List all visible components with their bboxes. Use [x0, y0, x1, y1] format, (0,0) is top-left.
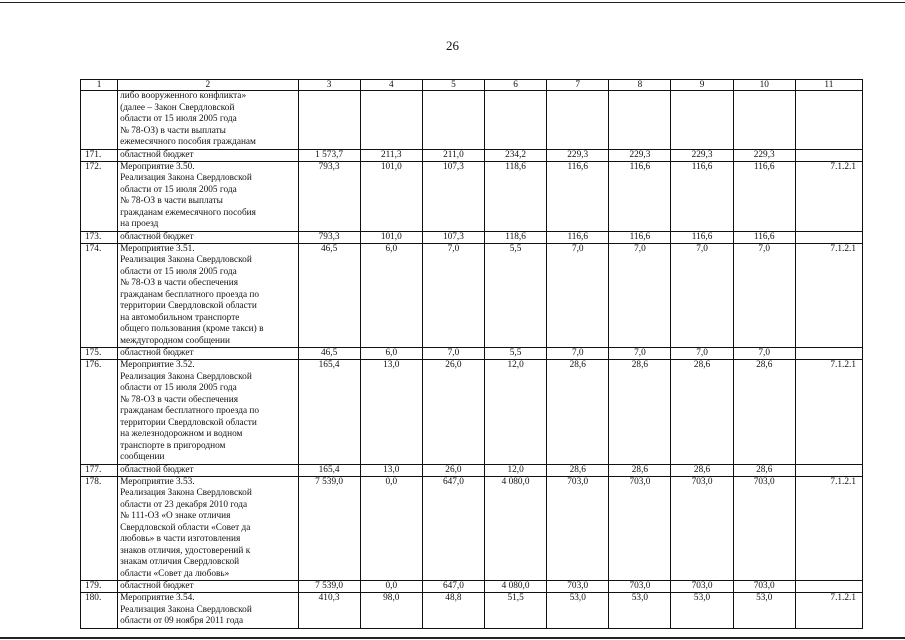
table-cell: 98,0: [360, 593, 422, 629]
table-cell: 229,3: [609, 149, 671, 161]
table-cell: 703,0: [547, 581, 609, 593]
table-cell: 703,0: [671, 476, 733, 581]
table-cell: 7,0: [671, 348, 733, 360]
column-header: 6: [485, 80, 547, 91]
table-cell: 7,0: [733, 348, 795, 360]
table-cell: 7,0: [547, 243, 609, 348]
table-cell: 175.: [81, 348, 118, 360]
table-cell: 6,0: [360, 348, 422, 360]
top-rule: [0, 2, 905, 3]
table-cell: 46,5: [298, 243, 360, 348]
table-cell: 118,6: [485, 231, 547, 243]
table-cell: 28,6: [733, 360, 795, 465]
table-cell: [422, 91, 484, 150]
table-cell: 6,0: [360, 243, 422, 348]
table-cell: 116,6: [733, 231, 795, 243]
table-cell: [795, 91, 862, 150]
bottom-rule: [0, 637, 905, 639]
table-cell: 4 080,0: [485, 476, 547, 581]
table-cell: областной бюджет: [118, 231, 298, 243]
table-cell: 5,5: [485, 243, 547, 348]
table-cell: 116,6: [671, 231, 733, 243]
table-cell: 7.1.2.1: [795, 243, 862, 348]
table-cell: 116,6: [609, 161, 671, 231]
table-cell: 173.: [81, 231, 118, 243]
column-header: 2: [118, 80, 298, 91]
table-cell: 101,0: [360, 231, 422, 243]
table-cell: 12,0: [485, 464, 547, 476]
table-cell: Мероприятие 3.53. Реализация Закона Свердловской области от 23 декабря 2010 года № 111-ОЗ «О знаке отличия Свердловской области «Совет да любовь» в части изготовления знаков отличия, удостоверений к знакам отличия Свердловской области «Совет да любовь»: [118, 476, 298, 581]
budget-table: [80, 79, 863, 629]
table-cell: 28,6: [671, 464, 733, 476]
table-cell: 5,5: [485, 348, 547, 360]
table-cell: 7,0: [609, 348, 671, 360]
table-cell: 703,0: [733, 581, 795, 593]
table-cell: 116,6: [671, 161, 733, 231]
table-cell: 53,0: [609, 593, 671, 629]
table-cell: 793,3: [298, 161, 360, 231]
table-cell: [733, 91, 795, 150]
table-cell: областной бюджет: [118, 581, 298, 593]
table-cell: 7 539,0: [298, 581, 360, 593]
table-cell: 13,0: [360, 464, 422, 476]
table-cell: 7.1.2.1: [795, 360, 862, 465]
table-cell: 176.: [81, 360, 118, 465]
table-cell: 53,0: [547, 593, 609, 629]
table-cell: 48,8: [422, 593, 484, 629]
table-cell: 647,0: [422, 581, 484, 593]
table-cell: 7.1.2.1: [795, 476, 862, 581]
table-cell: 0,0: [360, 581, 422, 593]
table-cell: 28,6: [733, 464, 795, 476]
table-cell: [81, 91, 118, 150]
table-cell: 26,0: [422, 360, 484, 465]
table-cell: 0,0: [360, 476, 422, 581]
table-cell: [795, 348, 862, 360]
table-cell: 7.1.2.1: [795, 593, 862, 629]
table-cell: 178.: [81, 476, 118, 581]
table-cell: 28,6: [671, 360, 733, 465]
table-row: [81, 360, 863, 465]
table-cell: 179.: [81, 581, 118, 593]
table-cell: 4 080,0: [485, 581, 547, 593]
table-cell: 101,0: [360, 161, 422, 231]
table-cell: 107,3: [422, 231, 484, 243]
table-cell: [795, 149, 862, 161]
table-cell: 703,0: [733, 476, 795, 581]
column-header: 11: [795, 80, 862, 91]
table-row: [81, 476, 863, 581]
table-cell: 165,4: [298, 464, 360, 476]
table-cell: 703,0: [609, 476, 671, 581]
table-cell: Мероприятие 3.54. Реализация Закона Свердловской области от 09 ноября 2011 года: [118, 593, 298, 629]
column-header: 3: [298, 80, 360, 91]
table-row: [81, 161, 863, 231]
table-row: [81, 593, 863, 629]
table-cell: 28,6: [609, 360, 671, 465]
table-cell: 180.: [81, 593, 118, 629]
table-cell: [485, 91, 547, 150]
table-cell: 703,0: [547, 476, 609, 581]
table-row: [81, 231, 863, 243]
table-cell: [795, 581, 862, 593]
table-cell: 234,2: [485, 149, 547, 161]
table-cell: 793,3: [298, 231, 360, 243]
table-cell: областной бюджет: [118, 149, 298, 161]
table-row: [81, 243, 863, 348]
table-cell: областной бюджет: [118, 348, 298, 360]
table-cell: 172.: [81, 161, 118, 231]
table-cell: 410,3: [298, 593, 360, 629]
table-cell: [298, 91, 360, 150]
column-header: 9: [671, 80, 733, 91]
table-cell: 116,6: [547, 161, 609, 231]
table-cell: 171.: [81, 149, 118, 161]
table-cell: 7,0: [422, 348, 484, 360]
column-header: 5: [422, 80, 484, 91]
column-header: 4: [360, 80, 422, 91]
table-cell: 7.1.2.1: [795, 161, 862, 231]
table-cell: Мероприятие 3.50. Реализация Закона Свердловской области от 15 июля 2005 года № 78-ОЗ в части выплаты гражданам ежемесячного пособия на проезд: [118, 161, 298, 231]
table-cell: 7 539,0: [298, 476, 360, 581]
table-cell: либо вооруженного конфликта» (далее – Закон Свердловской области от 15 июля 2005 года № 78-ОЗ) в части выплаты ежемесячного пособия гражданам: [118, 91, 298, 150]
table-cell: 116,6: [733, 161, 795, 231]
table-cell: [671, 91, 733, 150]
table-cell: [360, 91, 422, 150]
table-cell: [609, 91, 671, 150]
table-cell: 165,4: [298, 360, 360, 465]
table-cell: 53,0: [671, 593, 733, 629]
table-cell: 7,0: [422, 243, 484, 348]
table-cell: 116,6: [609, 231, 671, 243]
table-cell: 211,0: [422, 149, 484, 161]
table-cell: [795, 231, 862, 243]
table-cell: [547, 91, 609, 150]
table-row: [81, 91, 863, 150]
table-cell: Мероприятие 3.52. Реализация Закона Свердловской области от 15 июля 2005 года № 78-ОЗ в части обеспечения гражданам бесплатного проезда по территории Свердловской области на железнодорожном и водном транспорте в пригородном сообщении: [118, 360, 298, 465]
table-cell: 177.: [81, 464, 118, 476]
table-cell: 7,0: [733, 243, 795, 348]
table-cell: 46,5: [298, 348, 360, 360]
column-header: 10: [733, 80, 795, 91]
table-cell: 107,3: [422, 161, 484, 231]
table-cell: 1 573,7: [298, 149, 360, 161]
table-cell: 28,6: [547, 360, 609, 465]
table-cell: 7,0: [671, 243, 733, 348]
table-cell: 118,6: [485, 161, 547, 231]
table-header-row: [81, 80, 863, 91]
table-cell: 211,3: [360, 149, 422, 161]
table-row: [81, 149, 863, 161]
table-cell: 51,5: [485, 593, 547, 629]
table-cell: 7,0: [609, 243, 671, 348]
column-header: 7: [547, 80, 609, 91]
table-row: [81, 464, 863, 476]
table-row: [81, 581, 863, 593]
table-row: [81, 348, 863, 360]
table-cell: 703,0: [609, 581, 671, 593]
table-cell: 703,0: [671, 581, 733, 593]
table-cell: 229,3: [547, 149, 609, 161]
column-header: 8: [609, 80, 671, 91]
table-cell: 229,3: [733, 149, 795, 161]
table-cell: 26,0: [422, 464, 484, 476]
table-cell: 28,6: [547, 464, 609, 476]
table-cell: 647,0: [422, 476, 484, 581]
table-cell: областной бюджет: [118, 464, 298, 476]
table-cell: 229,3: [671, 149, 733, 161]
table-cell: 53,0: [733, 593, 795, 629]
table-cell: 7,0: [547, 348, 609, 360]
page-number: 26: [446, 38, 459, 53]
table-cell: Мероприятие 3.51. Реализация Закона Свердловской области от 15 июля 2005 года № 78-ОЗ в части обеспечения гражданам бесплатного проезда по территории Свердловской области на автомобильном транспорте общего пользования (кроме такси) в междугородном сообщении: [118, 243, 298, 348]
table-cell: 28,6: [609, 464, 671, 476]
table-cell: 116,6: [547, 231, 609, 243]
table-cell: 174.: [81, 243, 118, 348]
table-cell: [795, 464, 862, 476]
column-header: 1: [81, 80, 118, 91]
table-cell: 12,0: [485, 360, 547, 465]
table-cell: 13,0: [360, 360, 422, 465]
